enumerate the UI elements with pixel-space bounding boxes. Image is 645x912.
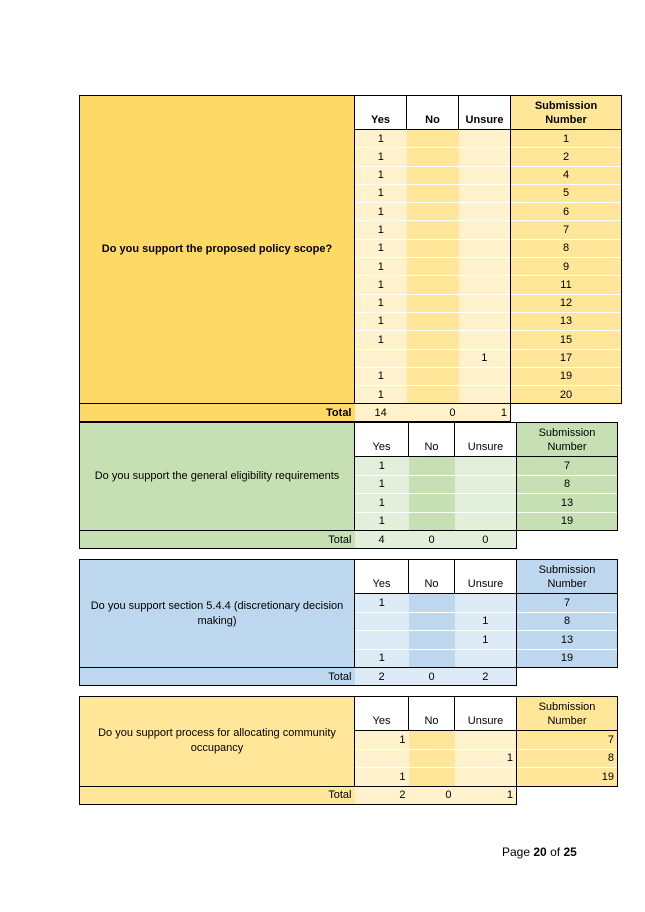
total-unsure: 0 (455, 531, 517, 549)
total-page-count: 25 (563, 845, 577, 859)
total-no: 0 (409, 786, 455, 804)
no-cell (407, 312, 459, 330)
submission-cell: 19 (517, 512, 618, 531)
unsure-cell (459, 258, 511, 276)
survey-table-community-occupancy (79, 696, 618, 805)
submission-cell: 1 (511, 130, 622, 148)
total-no: 0 (407, 404, 459, 422)
yes-cell: 1 (355, 457, 409, 476)
unsure-cell (459, 386, 511, 404)
submission-cell: 13 (517, 494, 618, 513)
yes-cell: 1 (355, 649, 409, 668)
header-submission: Submission Number (517, 697, 618, 731)
no-cell (407, 331, 459, 349)
survey-table-discretionary-decision (79, 559, 618, 686)
no-cell (407, 221, 459, 239)
total-blank-cell (511, 404, 622, 422)
yes-cell: 1 (355, 367, 407, 385)
header-yes: Yes (355, 560, 409, 594)
no-cell (407, 148, 459, 166)
unsure-cell (455, 512, 517, 531)
yes-cell: 1 (355, 184, 407, 202)
yes-cell: 1 (355, 331, 407, 349)
submission-cell: 5 (511, 184, 622, 202)
page-number-footer (502, 845, 577, 859)
submission-cell: 13 (511, 312, 622, 330)
unsure-cell (455, 649, 517, 668)
header-unsure: Unsure (455, 697, 517, 731)
yes-cell: 1 (355, 475, 409, 494)
submission-cell: 17 (511, 349, 622, 367)
yes-cell: 1 (355, 148, 407, 166)
question-cell: Do you support section 5.4.4 (discretionary decision making) (80, 560, 355, 668)
unsure-cell (455, 457, 517, 476)
unsure-cell: 1 (455, 749, 517, 768)
no-cell (409, 594, 455, 613)
page-prefix: Page (502, 845, 531, 859)
header-row (80, 697, 618, 731)
submission-cell: 19 (511, 367, 622, 385)
header-unsure: Unsure (459, 96, 511, 130)
submission-cell: 7 (511, 221, 622, 239)
unsure-cell (459, 312, 511, 330)
header-unsure: Unsure (455, 423, 517, 457)
total-yes: 2 (355, 668, 409, 686)
header-yes: Yes (355, 423, 409, 457)
header-unsure: Unsure (455, 560, 517, 594)
total-blank-cell (517, 786, 618, 804)
no-cell (409, 512, 455, 531)
no-cell (409, 457, 455, 476)
yes-cell: 1 (355, 239, 407, 257)
no-cell (407, 258, 459, 276)
total-no: 0 (409, 668, 455, 686)
total-label: Total (80, 531, 355, 549)
header-yes: Yes (355, 96, 407, 130)
total-yes: 14 (355, 404, 407, 422)
submission-cell: 12 (511, 294, 622, 312)
header-row (80, 96, 622, 130)
total-row (80, 786, 618, 804)
unsure-cell (459, 166, 511, 184)
yes-cell (355, 349, 407, 367)
yes-cell: 1 (355, 768, 409, 787)
no-cell (409, 494, 455, 513)
yes-cell: 1 (355, 221, 407, 239)
header-submission: Submission Number (517, 423, 618, 457)
yes-cell (355, 749, 409, 768)
total-label: Total (80, 668, 355, 686)
header-row (80, 423, 618, 457)
unsure-cell (455, 475, 517, 494)
unsure-cell (455, 731, 517, 750)
submission-cell: 19 (517, 649, 618, 668)
unsure-cell (459, 221, 511, 239)
no-cell (409, 475, 455, 494)
no-cell (407, 203, 459, 221)
header-no: No (407, 96, 459, 130)
no-cell (409, 612, 455, 631)
no-cell (407, 367, 459, 385)
submission-cell: 15 (511, 331, 622, 349)
no-cell (407, 349, 459, 367)
unsure-cell (459, 148, 511, 166)
unsure-cell (459, 367, 511, 385)
submission-cell: 7 (517, 457, 618, 476)
no-cell (409, 749, 455, 768)
unsure-cell (455, 594, 517, 613)
total-unsure: 2 (455, 668, 517, 686)
submission-cell: 7 (517, 731, 618, 750)
yes-cell: 1 (355, 494, 409, 513)
header-submission: Submission Number (511, 96, 622, 130)
total-yes: 2 (355, 786, 409, 804)
submission-cell: 19 (517, 768, 618, 787)
unsure-cell (455, 494, 517, 513)
submission-cell: 8 (517, 749, 618, 768)
unsure-cell (459, 239, 511, 257)
total-label: Total (80, 786, 355, 804)
header-yes: Yes (355, 697, 409, 731)
yes-cell: 1 (355, 258, 407, 276)
yes-cell (355, 612, 409, 631)
current-page-number: 20 (533, 845, 547, 859)
submission-cell: 2 (511, 148, 622, 166)
submission-cell: 9 (511, 258, 622, 276)
unsure-cell (459, 276, 511, 294)
question-cell: Do you support process for allocating community occupancy (80, 697, 355, 787)
unsure-cell: 1 (455, 612, 517, 631)
no-cell (407, 386, 459, 404)
unsure-cell (459, 184, 511, 202)
yes-cell: 1 (355, 594, 409, 613)
unsure-cell (455, 768, 517, 787)
yes-cell: 1 (355, 731, 409, 750)
unsure-cell (459, 294, 511, 312)
no-cell (407, 239, 459, 257)
no-cell (407, 184, 459, 202)
no-cell (407, 294, 459, 312)
total-unsure: 1 (459, 404, 511, 422)
no-cell (409, 649, 455, 668)
total-unsure: 1 (455, 786, 517, 804)
yes-cell: 1 (355, 276, 407, 294)
yes-cell: 1 (355, 166, 407, 184)
yes-cell: 1 (355, 386, 407, 404)
submission-cell: 20 (511, 386, 622, 404)
yes-cell: 1 (355, 130, 407, 148)
submission-cell: 11 (511, 276, 622, 294)
total-no: 0 (409, 531, 455, 549)
no-cell (407, 276, 459, 294)
page-of-word: of (550, 845, 561, 859)
submission-cell: 7 (517, 594, 618, 613)
question-cell: Do you support the proposed policy scope? (80, 96, 355, 404)
total-label: Total (80, 404, 355, 422)
unsure-cell (459, 130, 511, 148)
yes-cell (355, 631, 409, 650)
no-cell (407, 166, 459, 184)
total-blank-cell (517, 668, 618, 686)
header-row (80, 560, 618, 594)
total-row (80, 531, 618, 549)
header-no: No (409, 560, 455, 594)
yes-cell: 1 (355, 203, 407, 221)
no-cell (409, 631, 455, 650)
unsure-cell (459, 331, 511, 349)
yes-cell: 1 (355, 312, 407, 330)
survey-table-eligibility (79, 422, 618, 549)
total-blank-cell (517, 531, 618, 549)
header-no: No (409, 423, 455, 457)
no-cell (409, 731, 455, 750)
submission-cell: 6 (511, 203, 622, 221)
unsure-cell (459, 203, 511, 221)
submission-cell: 13 (517, 631, 618, 650)
total-row (80, 404, 622, 422)
no-cell (407, 130, 459, 148)
total-row (80, 668, 618, 686)
unsure-cell: 1 (459, 349, 511, 367)
header-submission: Submission Number (517, 560, 618, 594)
total-yes: 4 (355, 531, 409, 549)
survey-table-policy-scope (79, 95, 622, 422)
submission-cell: 8 (517, 612, 618, 631)
unsure-cell: 1 (455, 631, 517, 650)
submission-cell: 8 (511, 239, 622, 257)
header-no: No (409, 697, 455, 731)
question-cell: Do you support the general eligibility requirements (80, 423, 355, 531)
no-cell (409, 768, 455, 787)
submission-cell: 4 (511, 166, 622, 184)
yes-cell: 1 (355, 512, 409, 531)
submission-cell: 8 (517, 475, 618, 494)
yes-cell: 1 (355, 294, 407, 312)
